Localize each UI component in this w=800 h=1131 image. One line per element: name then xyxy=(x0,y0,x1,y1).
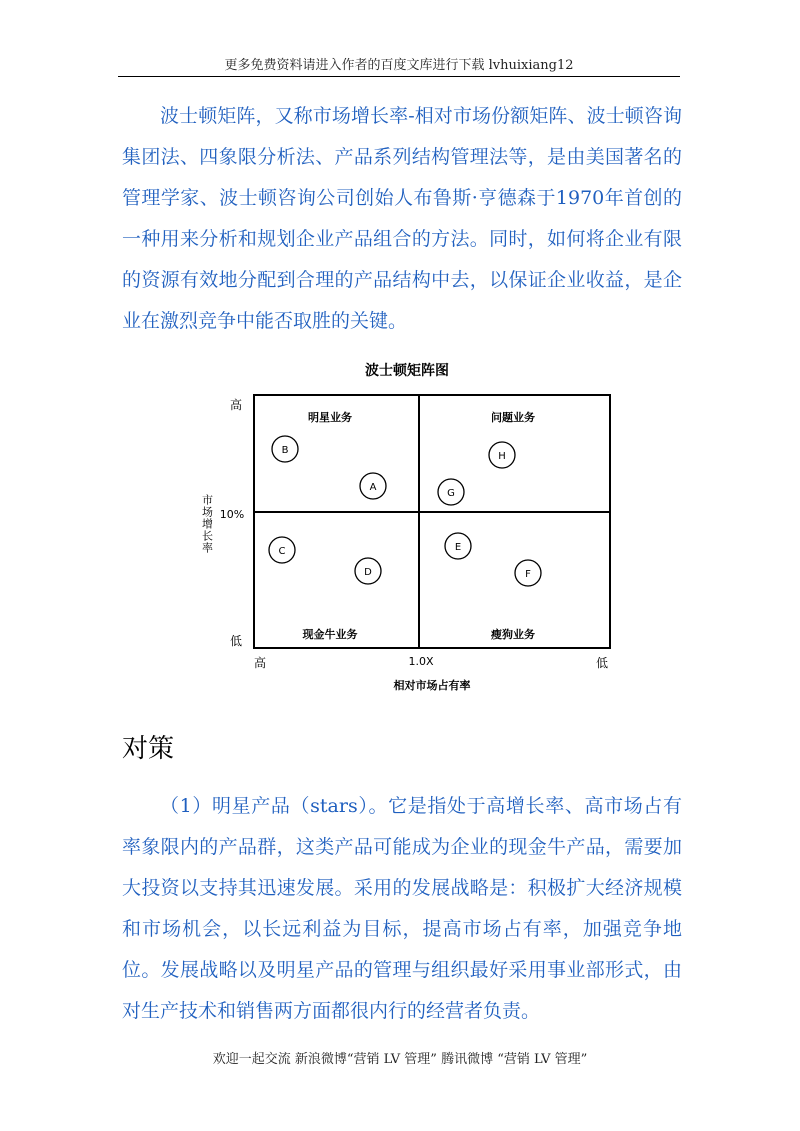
section-heading: 对策 xyxy=(122,734,175,764)
circle-g-label: G xyxy=(447,488,455,499)
y-axis-title: 市场增长率 xyxy=(200,494,214,554)
circle-f xyxy=(515,560,541,586)
intro-paragraph: 波士顿矩阵，又称市场增长率-相对市场份额矩阵、波士顿咨询集团法、四象限分析法、产品系列结构管理法等，是由美国著名的管理学家、波士顿咨询公司创始人布鲁斯·亨德森于1970年首创的一种用来分析和规划企业产品组合的方法。同时，如何将企业有限的资源有效地分配到合理的产品结构中去，以保证企业收益，是企业在激烈竞争中能否取胜的关键。 xyxy=(122,105,682,332)
quadrant-star-label: 明星业务 xyxy=(308,411,352,424)
y-axis-low-label: 低 xyxy=(229,634,243,648)
y-axis-high-label: 高 xyxy=(229,398,243,412)
circle-c-label: C xyxy=(278,546,286,557)
circle-b xyxy=(272,436,298,462)
x-axis-low-label: 低 xyxy=(595,656,609,670)
x-axis-title: 相对市场占有率 xyxy=(393,679,471,692)
circle-e xyxy=(445,533,471,559)
circle-g xyxy=(438,479,464,505)
matrix-frame xyxy=(254,395,610,648)
circle-c xyxy=(269,537,295,563)
y-axis-mid-label: 10% xyxy=(219,508,245,521)
page-footer: 欢迎一起交流 新浪微博“营销 LV 管理” 腾讯微博 “营销 LV 管理” xyxy=(212,1052,588,1067)
bcg-matrix-diagram xyxy=(196,358,626,698)
circle-d xyxy=(355,558,381,584)
page-header: 更多免费资料请进入作者的百度文库进行下载 lvhuixiang12 xyxy=(118,54,680,77)
quadrant-question-label: 问题业务 xyxy=(491,411,535,424)
circle-h xyxy=(489,442,515,468)
diagram-title: 波士顿矩阵图 xyxy=(365,363,449,379)
circle-b-label: B xyxy=(281,445,289,456)
quadrant-dog-label: 瘦狗业务 xyxy=(491,628,535,641)
strategy-paragraph: （1）明星产品（stars）。它是指处于高增长率、高市场占有率象限内的产品群，这类产品可能成为企业的现金牛产品，需要加大投资以支持其迅速发展。采用的发展战略是：积极扩大经济规模和市场机会，以长远利益为目标，提高市场占有率，加强竞争地位。发展战略以及明星产品的管理与组织最好采用事业部形式，由对生产技术和销售两方面都很内行的经营者负责。 xyxy=(122,795,682,1022)
circle-d-label: D xyxy=(364,567,372,578)
x-axis-mid-label: 1.0X xyxy=(408,655,434,668)
circle-a xyxy=(360,473,386,499)
x-axis-high-label: 高 xyxy=(253,656,267,670)
circle-a-label: A xyxy=(369,482,377,493)
circle-e-label: E xyxy=(454,542,462,553)
circle-h-label: H xyxy=(498,451,506,462)
quadrant-cashcow-label: 现金牛业务 xyxy=(302,628,358,641)
circle-f-label: F xyxy=(525,569,531,580)
